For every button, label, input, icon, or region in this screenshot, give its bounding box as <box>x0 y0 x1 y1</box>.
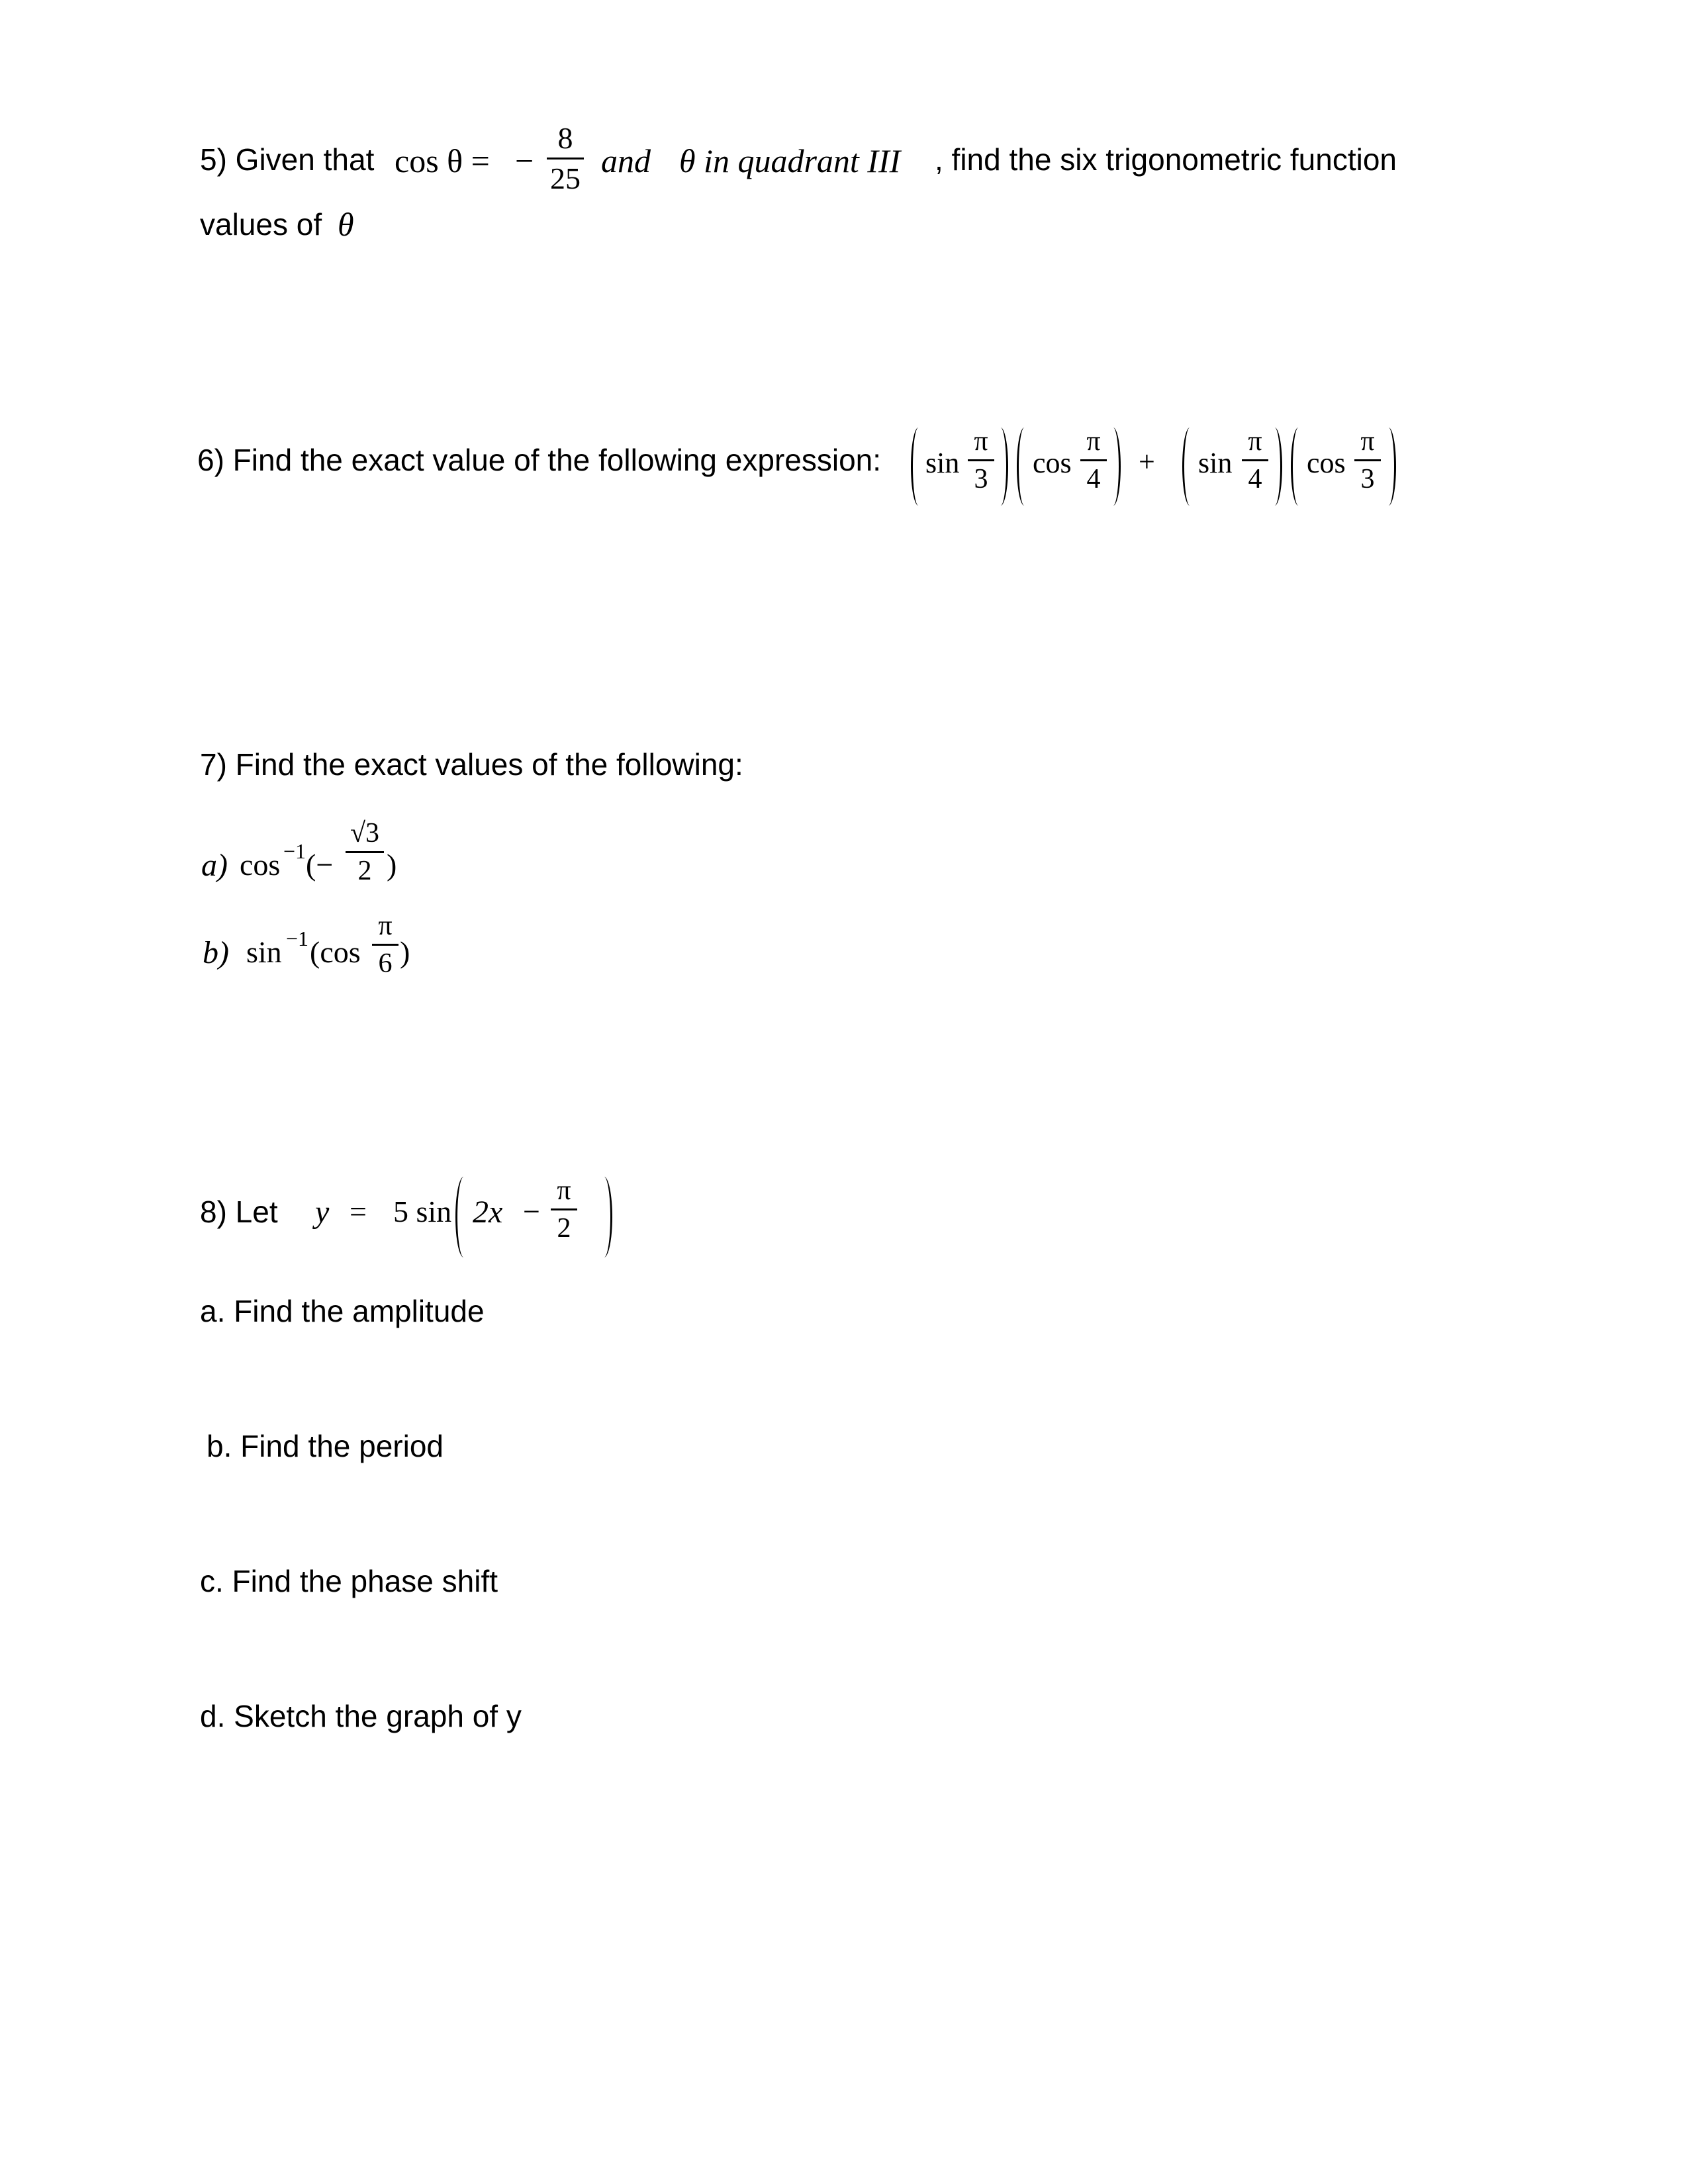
q6-frac-1-den: 3 <box>974 464 988 494</box>
q7-b-sup: −1 <box>286 927 309 950</box>
q5-quadrant: θ in quadrant III <box>679 142 901 179</box>
q8-y: y <box>315 1195 330 1230</box>
q7-a-close: ) <box>387 848 397 882</box>
q6-paren-close-3 <box>1270 428 1282 506</box>
q6-paren-close-2 <box>1108 428 1121 506</box>
q7-a-label: a) <box>201 848 228 883</box>
q7-b-denominator: 6 <box>378 948 393 979</box>
q7-b-func: sin <box>246 935 282 969</box>
q6-frac-4 <box>1354 428 1381 493</box>
q6-frac-2-den: 4 <box>1086 464 1101 494</box>
q8-lead: 8) Let <box>200 1195 278 1229</box>
q6-sin-1: sin <box>925 447 960 479</box>
q5-cos-theta: cos θ = <box>395 142 490 179</box>
q5-lead: 5) Given that <box>200 142 375 177</box>
q8-minus: − <box>523 1195 540 1228</box>
q6-frac-2-bar <box>1080 459 1107 461</box>
q7-b-open: (cos <box>310 935 361 969</box>
q8-fraction-bar <box>551 1208 577 1210</box>
q8-part-d: d. Sketch the graph of y <box>200 1699 522 1733</box>
q7-a-fraction <box>346 819 384 885</box>
q8-fraction-num: π <box>557 1175 571 1206</box>
q6-paren-close-1 <box>996 428 1008 506</box>
q8-paren-close <box>598 1177 612 1257</box>
q6-frac-3-bar <box>1242 459 1268 461</box>
q6-frac-3-den: 4 <box>1248 464 1262 494</box>
q7-a-numerator: √3 <box>350 818 380 848</box>
q7-b-fraction <box>372 912 399 978</box>
q5-theta: θ <box>338 206 354 243</box>
q6-frac-4-bar <box>1354 459 1381 461</box>
q7-a-sup: −1 <box>283 839 306 863</box>
q8-part-b: b. Find the period <box>207 1429 444 1463</box>
q6-paren-open-2 <box>1017 428 1029 506</box>
q6-frac-1-num: π <box>974 426 988 457</box>
q6-frac-4-num: π <box>1360 426 1375 457</box>
q7-lead: 7) Find the exact values of the following: <box>200 747 743 782</box>
q6-frac-3 <box>1242 428 1268 493</box>
q8-equals: = <box>350 1195 367 1228</box>
q8-paren-open <box>455 1177 469 1257</box>
q8-part-a: a. Find the amplitude <box>200 1294 485 1328</box>
q7-b-numerator: π <box>378 911 393 941</box>
q6-paren-open-3 <box>1182 428 1195 506</box>
q5-fraction <box>547 123 584 194</box>
q6-lead: 6) Find the exact value of the following expression: <box>197 443 882 477</box>
q6-frac-3-num: π <box>1248 426 1262 457</box>
q8-part-c: c. Find the phase shift <box>200 1564 498 1598</box>
q5-and: and <box>601 142 651 179</box>
q6-frac-2-num: π <box>1086 426 1101 457</box>
q5-line2: values of <box>200 207 322 242</box>
q8-fraction-den: 2 <box>557 1213 571 1244</box>
q7-a-bar <box>346 851 384 853</box>
q6-paren-open-1 <box>911 428 923 506</box>
q5-denominator: 25 <box>550 161 581 195</box>
q6-frac-4-den: 3 <box>1360 464 1375 494</box>
q7-a-func: cos <box>240 848 281 882</box>
q6-frac-1-bar <box>968 459 994 461</box>
q6-cos-1: cos <box>1033 447 1072 479</box>
q6-frac-2 <box>1080 428 1107 493</box>
q6-sin-2: sin <box>1198 447 1233 479</box>
q8-fraction <box>551 1177 577 1242</box>
q5-minus: − <box>515 142 534 179</box>
q7-a-open: (− <box>306 848 334 882</box>
q6-paren-open-4 <box>1291 428 1303 506</box>
q5-fraction-bar <box>547 158 584 159</box>
q8-arg: 2x <box>473 1195 503 1230</box>
q6-cos-2: cos <box>1307 447 1346 479</box>
q6-frac-1 <box>968 428 994 493</box>
q8-coef: 5 sin <box>393 1195 452 1228</box>
q5-numerator: 8 <box>557 121 573 155</box>
q5-tail: , find the six trigonometric function <box>935 142 1397 177</box>
q7-b-bar <box>372 944 399 946</box>
q7-b-close: ) <box>400 935 410 969</box>
q6-paren-close-4 <box>1383 428 1396 506</box>
q7-b-label: b) <box>203 935 229 970</box>
q6-plus: + <box>1139 445 1155 478</box>
q7-a-denominator: 2 <box>357 856 372 886</box>
